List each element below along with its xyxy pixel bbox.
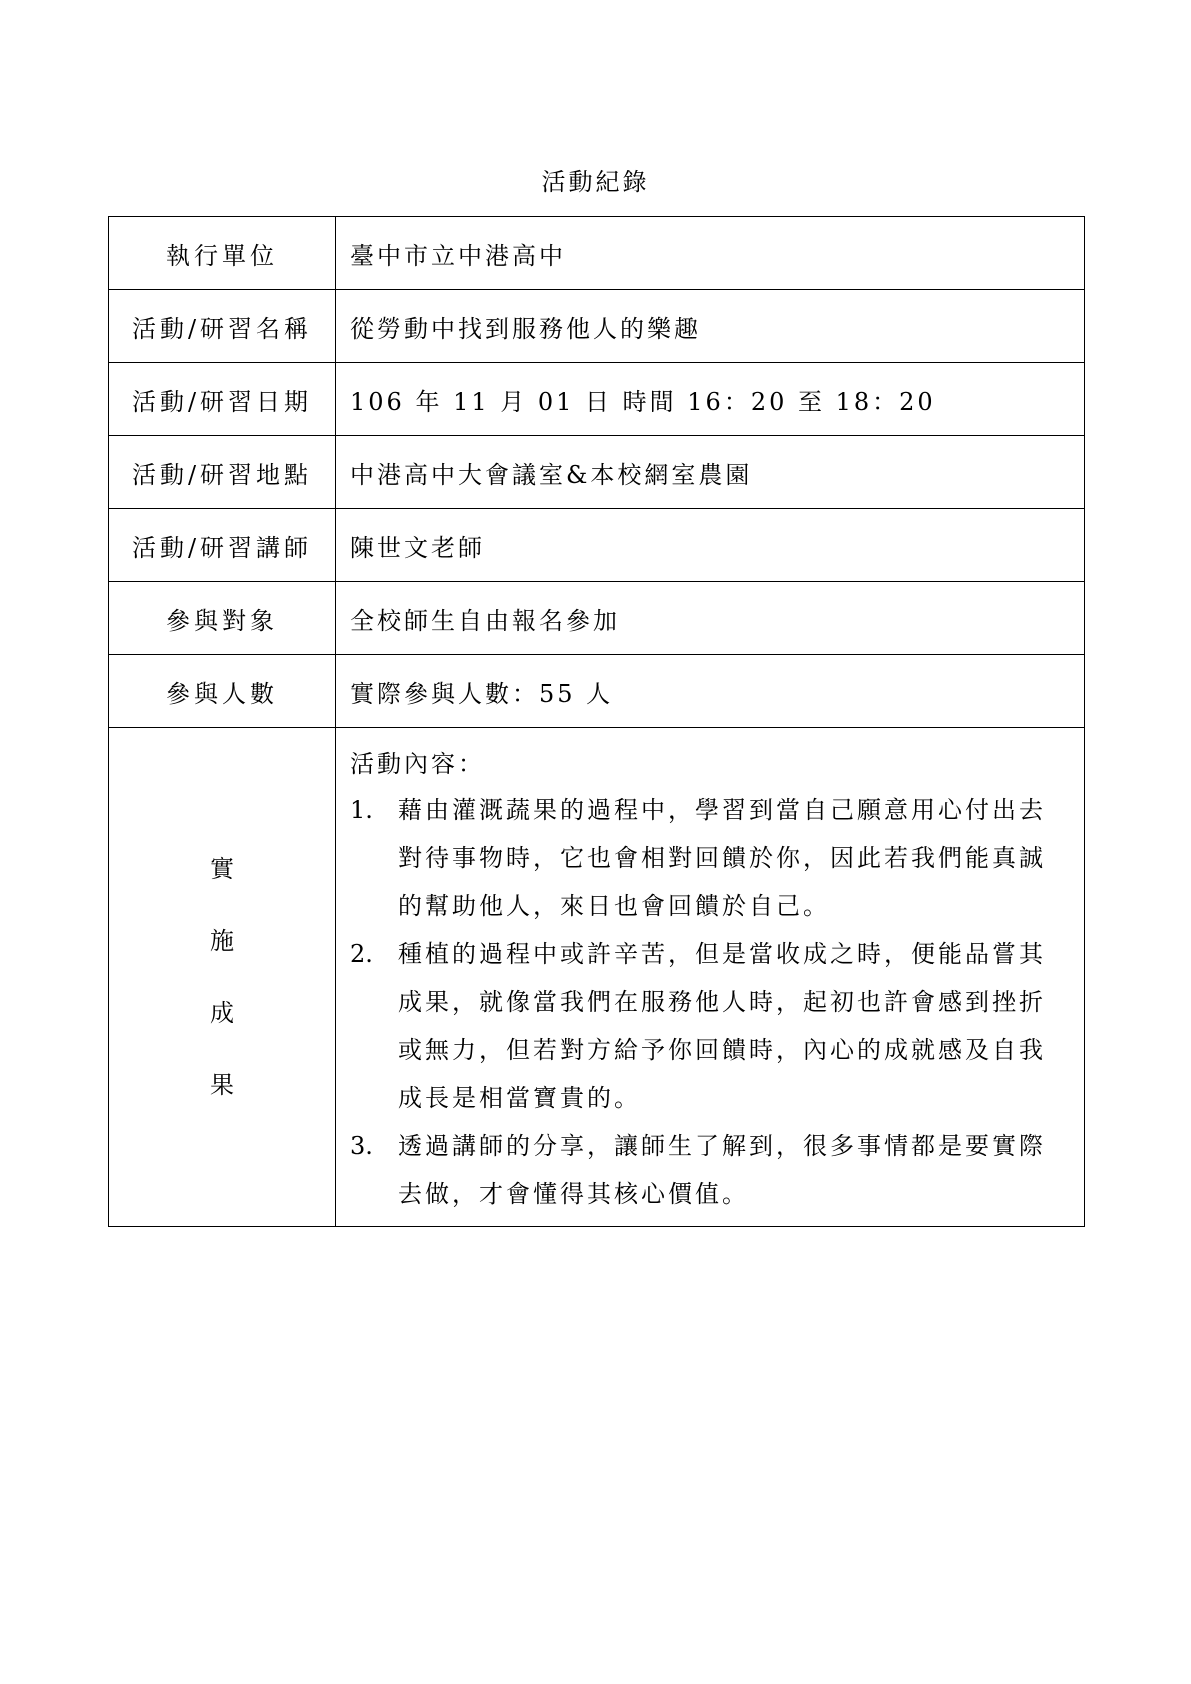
list-item-text: 藉由灌溉蔬果的過程中，學習到當自己願意用心付出去對待事物時，它也會相對回饋於你，因此若我們能真誠的幫助他人，來日也會回饋於自己。 [398,796,1046,920]
row-organizer [109,217,1085,290]
row-participants [109,582,1085,655]
list-item-number: 2. [350,940,373,968]
label-activity-location: 活動/研習地點 [109,436,336,509]
label-organizer: 執行單位 [109,217,336,290]
value-activity-date: 106 年 11 月 01 日 時間 16：20 至 18：20 [336,363,1085,436]
value-participants: 全校師生自由報名參加 [336,582,1085,655]
activity-record-table [108,216,1085,1227]
list-item-number: 3. [350,1132,373,1160]
label-activity-name: 活動/研習名稱 [109,290,336,363]
value-activity-location: 中港高中大會議室&本校網室農園 [336,436,1085,509]
row-lecturer [109,509,1085,582]
results-label-char: 實 [210,855,234,883]
list-item-text: 透過講師的分享，讓師生了解到，很多事情都是要實際去做，才會懂得其核心價值。 [398,1132,1046,1208]
list-item-number: 1. [350,796,373,824]
row-participant-count [109,655,1085,728]
label-results [109,728,336,1227]
label-participants: 參與對象 [109,582,336,655]
value-participant-count: 實際參與人數：55 人 [336,655,1085,728]
label-lecturer: 活動/研習講師 [109,509,336,582]
list-item [350,786,1070,930]
results-label-char: 成 [210,999,234,1027]
results-label-char: 施 [210,927,234,955]
list-item [350,930,1070,1122]
label-activity-date: 活動/研習日期 [109,363,336,436]
label-participant-count: 參與人數 [109,655,336,728]
list-item-text: 種植的過程中或許辛苦，但是當收成之時，便能品嘗其成果，就像當我們在服務他人時，起初也許會感到挫折或無力，但若對方給予你回饋時，內心的成就感及自我成長是相當寶貴的。 [398,940,1046,1112]
row-activity-location [109,436,1085,509]
row-activity-date [109,363,1085,436]
results-label-char: 果 [210,1071,234,1099]
results-content [336,728,1085,1227]
value-lecturer: 陳世文老師 [336,509,1085,582]
row-results [109,728,1085,1227]
results-heading: 活動內容： [350,750,485,778]
row-activity-name [109,290,1085,363]
value-activity-name: 從勞動中找到服務他人的樂趣 [336,290,1085,363]
document-title: 活動紀錄 [541,168,650,196]
list-item [350,1122,1070,1218]
results-list [350,786,1070,1218]
value-organizer: 臺中市立中港高中 [336,217,1085,290]
